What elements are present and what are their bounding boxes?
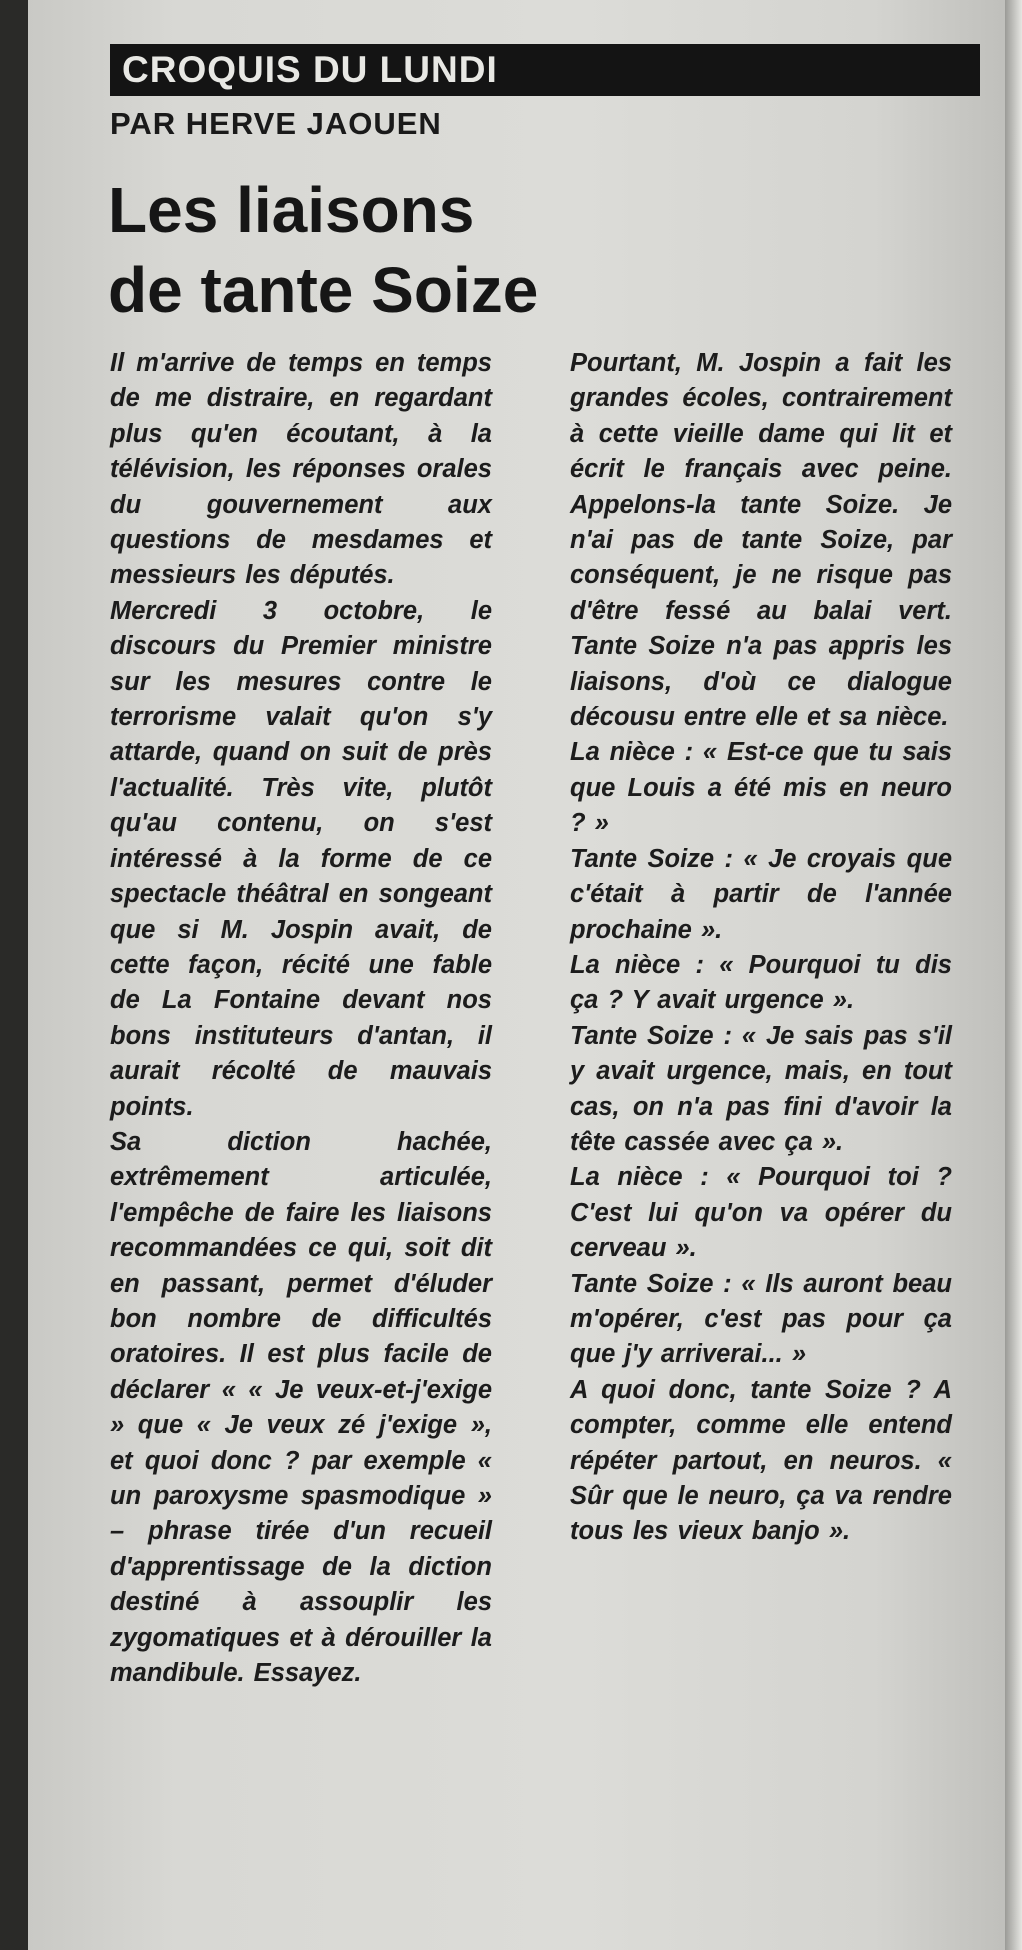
dialogue-line: La nièce : « Pourquoi toi ? C'est lui qu'on va opérer du cerveau ». [570,1163,952,1263]
paragraph: Sa diction hachée, extrêmement articulée, l'empêche de faire les liaisons recommandées ce qui, soit dit en passant, permet d'éluder bon nombre de difficultés oratoires. Il est plus facile de déclarer « « Je veux-et-j'exige » que « Je veux zé j'exige », et quoi donc ? par exemple « un paroxysme spasmodique » – phrase tirée d'un recueil d'apprentissage de la diction destiné à assouplir les zygomatiques et à dérouiller la mandibule. Essayez. [110,1127,492,1688]
headline-line-1: Les liaisons [108,174,475,246]
dialogue-line: Tante Soize : « Je croyais que c'était à partir de l'année prochaine ». [570,844,952,944]
dialogue-line: Tante Soize : « Je sais pas s'il y avait urgence, mais, en tout cas, on n'a pas fini d'avoir la tête cassée avec ça ». [570,1021,952,1156]
dialogue-line: La nièce : « Pourquoi tu dis ça ? Y avait urgence ». [570,950,952,1015]
article-column-left [110,346,492,1691]
article-column-right [570,346,952,1550]
paragraph: Il m'arrive de temps en temps de me distraire, en regardant plus qu'en écoutant, à la télévision, les réponses orales du gouvernement aux questions de mesdames et messieurs les députés. [110,349,492,590]
page-fold-edge [1005,0,1022,1950]
headline-line-2: de tante Soize [108,254,539,326]
article-headline [108,170,538,330]
section-banner: CROQUIS DU LUNDI [110,44,980,96]
author-byline: PAR HERVE JAOUEN [110,106,442,141]
paragraph: Pourtant, M. Jospin a fait les grandes écoles, contrairement à cette vieille dame qui lit et écrit le français avec peine. Appelons-la tante Soize. Je n'ai pas de tante Soize, par conséquent, je ne risque pas d'être fessé au balai vert. Tante Soize n'a pas appris les liaisons, d'où ce dialogue décousu entre elle et sa nièce. [570,349,952,732]
paragraph: A quoi donc, tante Soize ? A compter, comme elle entend répéter partout, en neuros. « Sûr que le neuro, ça va rendre tous les vieux banjo ». [570,1375,952,1546]
dialogue-line: La nièce : « Est-ce que tu sais que Louis a été mis en neuro ? » [570,738,952,838]
paragraph: Mercredi 3 octobre, le discours du Premier ministre sur les mesures contre le terrorisme valait qu'on s'y attarde, quand on suit de près l'actualité. Très vite, plutôt qu'au contenu, on s'est intéressé à la forme de ce spectacle théâtral en songeant que si M. Jospin avait, de cette façon, récité une fable de La Fontaine devant nos bons instituteurs d'antan, il aurait récolté de mauvais points. [110,596,492,1121]
dialogue-line: Tante Soize : « Ils auront beau m'opérer, c'est pas pour ça que j'y arriverai... » [570,1269,952,1369]
